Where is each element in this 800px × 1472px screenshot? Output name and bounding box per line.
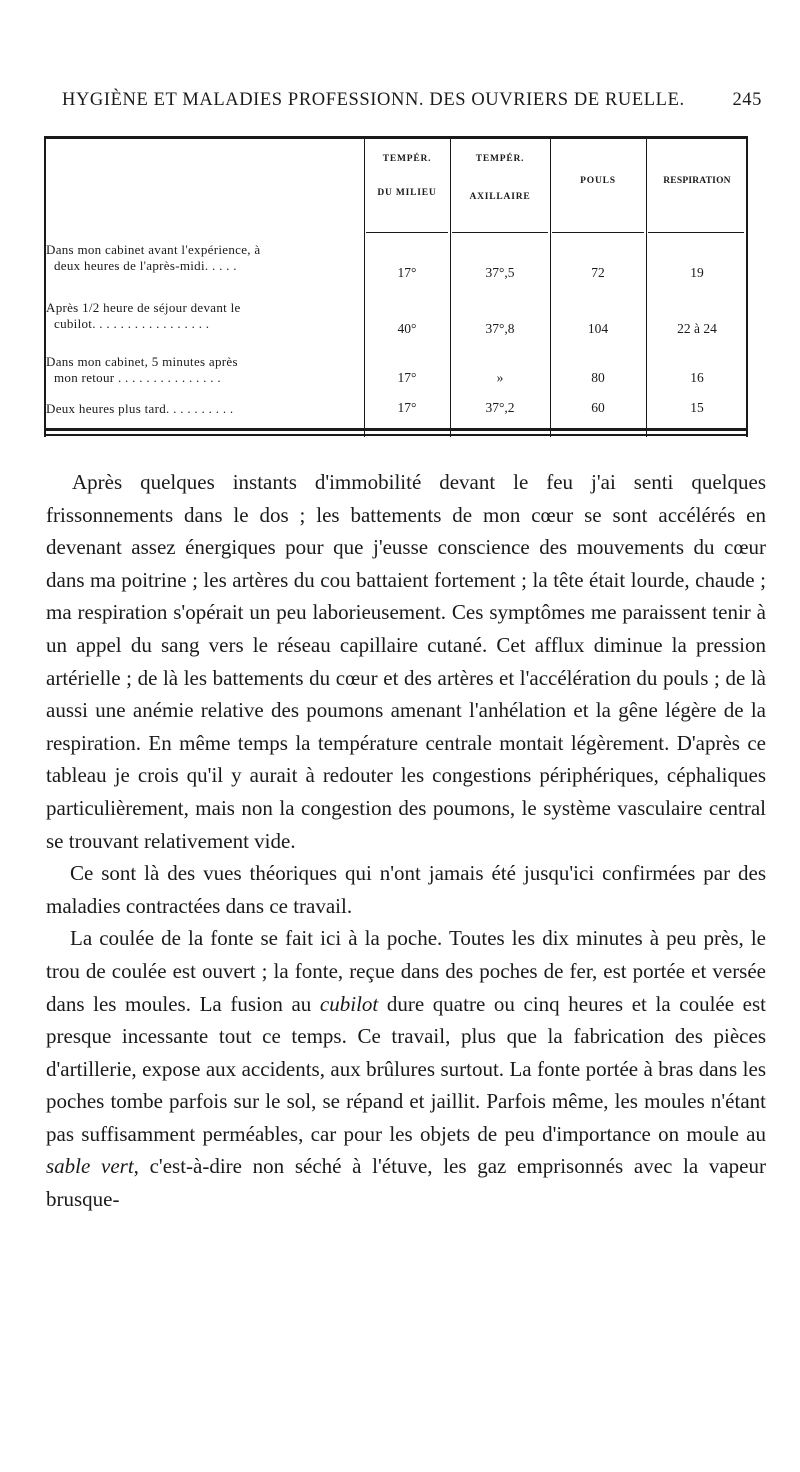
cell-respiration: 15 <box>690 400 704 415</box>
column-header-line2: DU MILIEU <box>377 188 437 198</box>
text-run: La coulée de la fonte se fait ici à la poche. Toutes les dix minutes à peu près, le trou de coulée est ouvert ; la fonte, reçue dans des poches de fer, est portée et versée dans les moules. La fusion au <box>46 926 766 1016</box>
column-header-respiration <box>648 136 746 226</box>
cell-temp-axillaire: 37°,8 <box>485 321 515 336</box>
column-header-line1: TEMPÉR. <box>382 154 432 164</box>
column-header-temp-axillaire <box>452 136 548 226</box>
cell-pouls: 72 <box>591 265 605 280</box>
column-header-line1: RESPIRATION <box>663 176 731 186</box>
header-underline <box>552 232 644 233</box>
column-divider <box>450 136 451 437</box>
table-right-border <box>746 136 748 437</box>
row-label-line: deux heures de l'après-midi. . . . . <box>54 258 237 273</box>
header-underline <box>452 232 548 233</box>
page-number: 245 <box>732 90 762 110</box>
paragraph-coulee <box>46 922 766 1215</box>
cell-temp-milieu: 17° <box>397 370 417 385</box>
row-label-line: mon retour . . . . . . . . . . . . . . . <box>54 370 221 385</box>
column-header-temp-milieu <box>366 136 448 226</box>
measurements-table <box>44 136 748 437</box>
table-row-label <box>46 354 362 386</box>
column-divider <box>550 136 551 437</box>
italic-term-cubilot: cubilot <box>319 991 379 1016</box>
column-header-line1: TEMPÉR. <box>475 154 525 164</box>
table-row-label <box>46 242 362 274</box>
cell-temp-milieu: 17° <box>397 400 417 415</box>
table-row-label <box>46 401 362 417</box>
text-run: , c'est-à-dire non séché à l'étuve, les gaz emprisonnés avec la vapeur brusque- <box>46 1154 766 1212</box>
row-label-line: Deux heures plus tard. . . . . . . . . . <box>46 401 234 416</box>
running-title: HYGIÈNE ET MALADIES PROFESSIONN. DES OUVRIERS DE RUELLE. <box>62 90 685 110</box>
row-label-line: Après 1/2 heure de séjour devant le <box>46 300 241 315</box>
cell-temp-axillaire: » <box>496 370 504 385</box>
body-text <box>46 466 766 1216</box>
cell-temp-milieu: 17° <box>397 265 417 280</box>
row-label-line: Dans mon cabinet avant l'expérience, à <box>46 242 261 257</box>
column-divider <box>646 136 647 437</box>
header-underline <box>648 232 744 233</box>
cell-temp-milieu: 40° <box>397 321 417 336</box>
column-header-line1: POULS <box>580 176 616 186</box>
cell-pouls: 104 <box>587 321 609 336</box>
cell-pouls: 60 <box>591 400 605 415</box>
cell-pouls: 80 <box>591 370 605 385</box>
cell-respiration: 19 <box>690 265 704 280</box>
cell-respiration: 22 à 24 <box>677 321 717 336</box>
paragraph-theory: Ce sont là des vues théoriques qui n'ont jamais été jusqu'ici confirmées par des maladies contractées dans ce travail. <box>46 861 766 918</box>
cell-temp-axillaire: 37°,5 <box>485 265 515 280</box>
column-divider <box>364 136 365 437</box>
italic-term-sable-vert: sable vert <box>46 1154 134 1179</box>
header-underline <box>366 232 448 233</box>
row-label-line: cubilot. . . . . . . . . . . . . . . . . <box>54 316 210 331</box>
cell-respiration: 16 <box>690 370 704 385</box>
text-run: dure quatre ou cinq heures et la coulée est presque incessante tout ce temps. Ce travail, plus que la fabrication des pièces d'artillerie, expose aux accidents, aux brûlures surtout. La fonte portée à bras dans les poches tombe parfois sur le sol, se répand et jaillit. Parfois même, les moules n'étant pas suffisamment perméables, car pour les objets de peu d'importance on moule au <box>46 991 766 1146</box>
table-bottom-rule <box>44 434 748 436</box>
table-left-border <box>44 136 46 437</box>
running-header <box>62 90 762 111</box>
cell-temp-axillaire: 37°,2 <box>485 400 515 415</box>
column-header-line2: AXILLAIRE <box>469 192 531 202</box>
paragraph-observations: Après quelques instants d'immobilité devant le feu j'ai senti quelques frissonnements dans le dos ; les battements de mon cœur se sont accélérés en devenant assez énergiques pour que j'eusse conscience des mouvements du cœur dans ma poitrine ; les artères du cou battaient fortement ; la tête était lourde, chaude ; ma respiration s'opérait un peu laborieusement. Ces symptômes me paraissent tenir à un appel du sang vers le réseau capillaire cutané. Cet afflux diminue la pression artérielle ; de là les battements du cœur et des artères et l'accélération du pouls ; de là aussi une anémie relative des poumons amenant l'anhélation et la gêne légère de la respiration. En même temps la température centrale montait légèrement. D'après ce tableau je crois qu'il y aurait à redouter les congestions périphériques, céphaliques particulièrement, mais non la congestion des poumons, le système vasculaire central se trouvant relativement vide. <box>46 470 766 853</box>
table-row-label <box>46 300 362 332</box>
column-header-pouls <box>552 136 644 226</box>
row-label-line: Dans mon cabinet, 5 minutes après <box>46 354 238 369</box>
table-bottom-rule <box>44 428 748 431</box>
